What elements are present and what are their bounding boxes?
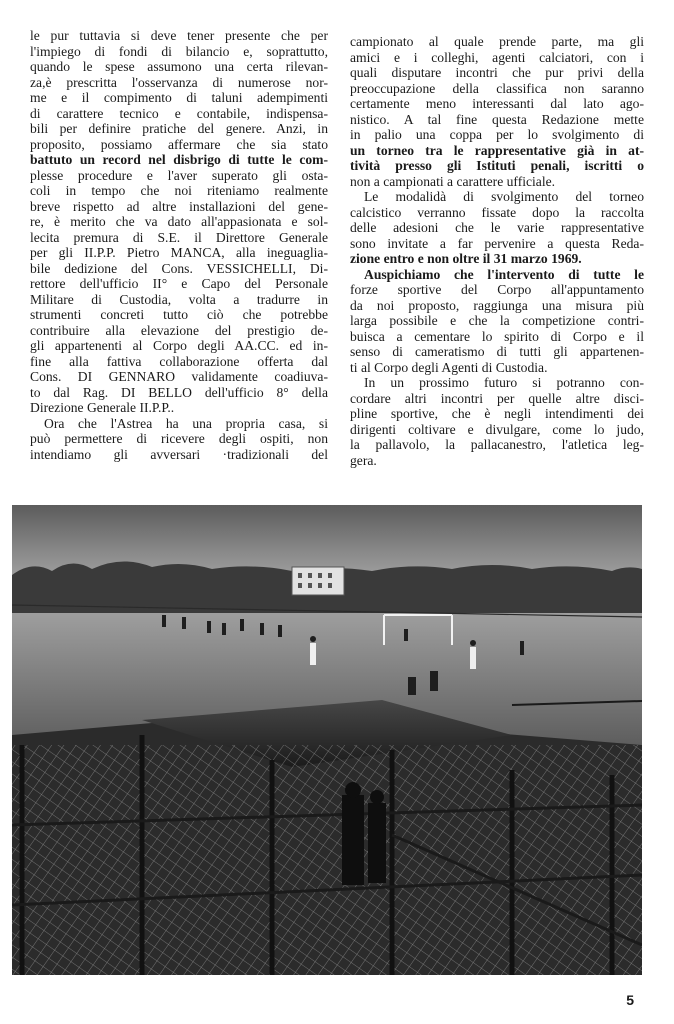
- text-line: Auspichiamo che l'intervento di tutte le: [364, 266, 644, 282]
- text-line: cordare altri incontri per quelle altre disci-: [350, 390, 644, 406]
- paragraph-auspichiamo: [350, 267, 644, 376]
- text-line: Militare di Custodia, volta a tradurre in: [30, 291, 328, 307]
- text-line: un torneo tra le rappresentative già in at-: [350, 142, 644, 158]
- text-line: gera.: [350, 452, 377, 468]
- paragraph-funding: [30, 28, 328, 416]
- text-line: gli appartenenti al Corpo degli AA.CC. ed in-: [30, 338, 328, 353]
- page-number: 5: [626, 992, 634, 1008]
- text-line: Cons. DI GENNARO validamente coadiuva-: [30, 369, 328, 384]
- text-line: in palio una coppa per lo svolgimento di: [350, 127, 644, 142]
- text-line: dirigenti coltivare e divulgare, come lo judo,: [350, 421, 644, 437]
- paragraph-tournament: [350, 34, 644, 189]
- text-line: proposito, possiamo affermare che sia stato: [30, 136, 328, 152]
- text-line: bili per definire pratiche del genere. Anzi, in: [30, 121, 328, 136]
- text-line: forze sportive del Corpo all'appuntamento: [350, 282, 644, 297]
- text-line: Direzione Generale II.P.P..: [30, 400, 175, 415]
- text-line: delle adesioni che le varie rappresentative: [350, 220, 644, 235]
- text-line: certamente meno interessanti dal lato ago-: [350, 96, 644, 111]
- text-line: coli in tempo che noi riteniamo realmente: [30, 183, 328, 198]
- text-line: può permettere di ricevere degli ospiti, non: [30, 431, 328, 446]
- text-line: za,è prescritta l'osservanza di numerose nor-: [30, 74, 328, 90]
- text-line: In un prossimo futuro si potranno con-: [364, 375, 644, 390]
- text-line: battuto un record nel disbrigo di tutte le com-: [30, 152, 328, 167]
- text-line: zione entro e non oltre il 31 marzo 1969.: [350, 251, 582, 266]
- text-line: me e il compimento di taluni adempimenti: [30, 90, 328, 105]
- text-line: tività presso gli Istituti penali, iscritti o: [350, 158, 644, 173]
- text-line: strumenti concreti tutto ciò che potrebbe: [30, 307, 328, 322]
- text-line: campionato al quale prende parte, ma gli: [350, 34, 644, 49]
- paragraph-modalities: [350, 189, 644, 267]
- photo-illustration: [12, 505, 642, 975]
- text-line: non a campionati a carattere ufficiale.: [350, 173, 556, 189]
- text-line: contribuire alla elevazione del prestigio de-: [30, 322, 328, 338]
- paragraph-future: [350, 375, 644, 468]
- text-line: quando le spese assumono una certa rilevan-: [30, 59, 328, 74]
- spectators: [342, 782, 386, 885]
- text-line: pline sportive, che è negli intendimenti dei: [350, 406, 644, 421]
- text-line: nistico. A tal fine questa Redazione mette: [350, 111, 644, 127]
- text-line: l'impiego di fondi di bilancio e, soprattutto,: [30, 43, 328, 59]
- right-text-column: [350, 34, 644, 468]
- text-line: per gli II.P.P. Pietro MANCA, alla ineguaglia-: [30, 245, 328, 260]
- text-line: to dal Rag. DI BELLO dell'ufficio 8° della: [30, 384, 328, 400]
- paragraph-astrea: [30, 416, 328, 463]
- text-line: plesse procedure e l'aver superato gli osta-: [30, 167, 328, 183]
- building: [292, 567, 344, 595]
- text-line: buisca a cementare lo spirito di Corpo e il: [350, 328, 644, 344]
- text-line: bile dedizione del Cons. VESSICHELLI, Di-: [30, 260, 328, 276]
- text-line: amici e i colleghi, agenti calciatori, con i: [350, 49, 644, 65]
- text-line: larga possibile e che la competizione contri-: [350, 313, 644, 328]
- wire-fence: [12, 745, 642, 975]
- left-text-column: [30, 28, 328, 462]
- text-line: quali disputare incontri che pur privi della: [350, 65, 644, 80]
- text-line: lecita premura di S.E. il Direttore Generale: [30, 229, 328, 245]
- text-line: senso di cameratismo di tutti gli appartenen-: [350, 344, 644, 359]
- text-line: le pur tuttavia si deve tener presente che per: [30, 28, 328, 43]
- text-line: rettore dell'ufficio II° e Capo del Personale: [30, 276, 328, 291]
- text-line: Ora che l'Astrea ha una propria casa, si: [44, 415, 328, 431]
- text-line: sono invitate a far pervenire a questa Reda-: [350, 235, 644, 251]
- text-line: di carattere tecnico e contabile, indispensa-: [30, 105, 328, 121]
- text-line: ti al Corpo degli Agenti di Custodia.: [350, 359, 548, 375]
- text-line: da noi proposto, raggiunga una misura più: [350, 297, 644, 313]
- text-line: intendiamo gli avversari ·tradizionali del: [30, 446, 328, 462]
- text-line: fine alla fattiva collaborazione offerta dal: [30, 353, 328, 369]
- text-line: la pallavolo, la pallacanestro, l'atletica leg-: [350, 437, 644, 452]
- text-line: re, è merito che va dato all'appasionata e sol-: [30, 214, 328, 229]
- text-line: calcistico verranno fissate dopo la raccolta: [350, 204, 644, 220]
- text-line: preoccupazione della classifica non saranno: [350, 80, 644, 96]
- football-field-photo: [12, 505, 642, 975]
- text-line: breve rispetto ad altre installazioni del gene-: [30, 198, 328, 214]
- text-line: Le modalidà di svolgimento del torneo: [364, 189, 644, 204]
